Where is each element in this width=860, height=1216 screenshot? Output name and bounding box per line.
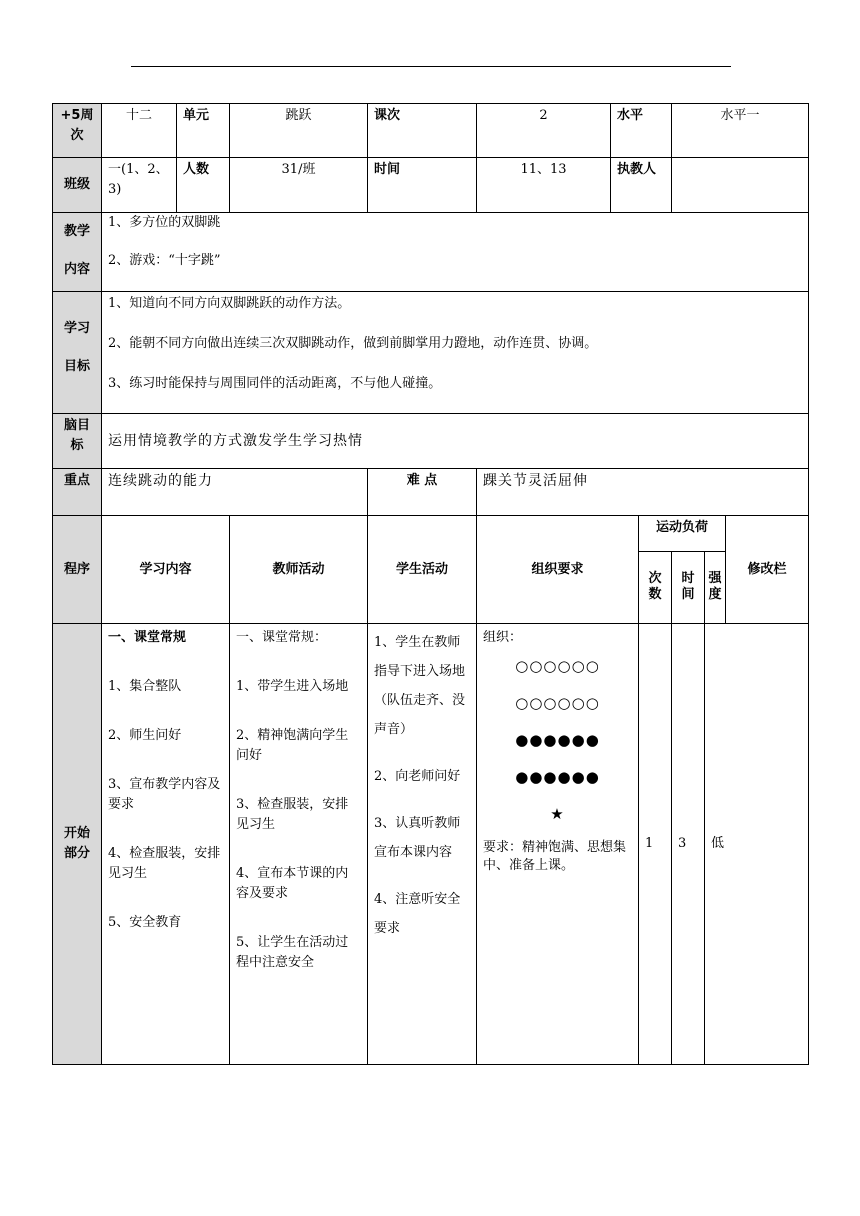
key-row (53, 469, 809, 516)
section-start-row (53, 624, 809, 1065)
teacher-step-3: 3、检查服装，安排见习生 (236, 797, 349, 832)
col-times: 次数 (639, 552, 672, 624)
key-value: 连续跳动的能力 (102, 469, 368, 516)
col-student: 学生活动 (368, 516, 477, 624)
unit-value: 跳跃 (230, 104, 368, 158)
info-row-1 (53, 104, 809, 158)
formation-row-3: ●●●●●● (515, 731, 600, 749)
org-requirement: 要求：精神饱满、思想集中、准备上课。 (483, 840, 627, 873)
class-label: 班级 (53, 158, 102, 213)
goal-item-2: 2、能朝不同方向做出连续三次双脚跳动作，做到前脚掌用力蹬地，动作连贯、协调。 (108, 336, 598, 351)
org-title: 组织： (483, 630, 523, 645)
teacher-step-0: 一、课堂常规： (236, 630, 328, 645)
difficulty-label: 难 点 (368, 469, 477, 516)
section-student (368, 624, 477, 1065)
col-teacher: 教师活动 (230, 516, 368, 624)
load-intensity: 低 (705, 624, 809, 1065)
goal-item-1: 1、知道向不同方向双脚跳跃的动作方法。 (108, 296, 351, 311)
col-intensity: 强度 (705, 552, 726, 624)
teacher-star-icon: ★ (550, 805, 565, 823)
key-label: 重点 (53, 469, 102, 516)
lesson-value: 2 (477, 104, 611, 158)
teacher-label: 执教人 (611, 158, 672, 213)
content-step-1: 1、集合整队 (108, 679, 182, 694)
goals-cell (102, 292, 809, 414)
col-procedure: 程序 (53, 516, 102, 624)
goals-row (53, 292, 809, 414)
student-step-4: 4、注意听安全要求 (374, 892, 461, 936)
student-step-2: 2、向老师问好 (374, 769, 461, 784)
header-rule (131, 66, 731, 67)
difficulty-value: 踝关节灵活屈伸 (477, 469, 809, 516)
lesson-label: 课次 (368, 104, 477, 158)
teacher-value (672, 158, 809, 213)
section-name: 开始部分 (53, 624, 102, 1065)
goal-item-3: 3、练习时能保持与周围同伴的活动距离，不与他人碰撞。 (108, 376, 442, 391)
brain-label: 脑目标 (53, 414, 102, 469)
section-content (102, 624, 230, 1065)
goals-label: 学习目标 (53, 292, 102, 414)
col-org: 组织要求 (477, 516, 639, 624)
content-cell (102, 213, 809, 292)
student-step-1: 1、学生在教师指导下进入场地（队伍走齐、没声音） (374, 635, 466, 737)
week-value: 十二 (102, 104, 177, 158)
formation-row-1: ○○○○○○ (515, 657, 600, 675)
content-label: 教学内容 (53, 213, 102, 292)
teacher-step-5: 5、让学生在活动过程中注意安全 (236, 935, 349, 970)
content-row (53, 213, 809, 292)
count-value: 31/班 (230, 158, 368, 213)
section-teacher (230, 624, 368, 1065)
column-header-row-1 (53, 516, 809, 552)
info-row-2 (53, 158, 809, 213)
load-duration: 3 (672, 624, 705, 1065)
teacher-step-1: 1、带学生进入场地 (236, 679, 349, 694)
lesson-plan-table (52, 103, 809, 1065)
content-step-4: 4、检查服装，安排见习生 (108, 846, 221, 881)
col-content: 学习内容 (102, 516, 230, 624)
col-load: 运动负荷 (639, 516, 726, 552)
formation-row-2: ○○○○○○ (515, 694, 600, 712)
col-revise: 修改栏 (726, 516, 809, 624)
formation-row-4: ●●●●●● (515, 768, 600, 786)
section-org (477, 624, 639, 1065)
week-label: +5周次 (53, 104, 102, 158)
content-item-1: 1、多方位的双脚跳 (108, 215, 221, 230)
formation-diagram (483, 648, 632, 833)
student-step-3: 3、认真听教师宣布本课内容 (374, 816, 461, 860)
brain-value: 运用情境教学的方式激发学生学习热情 (102, 414, 809, 469)
teacher-step-2: 2、精神饱满向学生问好 (236, 728, 349, 763)
content-step-3: 3、宣布教学内容及要求 (108, 777, 221, 812)
teacher-step-4: 4、宣布本节课的内容及要求 (236, 866, 349, 901)
time-value: 11、13 (477, 158, 611, 213)
class-value: 一(1、2、3) (102, 158, 177, 213)
count-label: 人数 (177, 158, 230, 213)
content-title: 一、课堂常规 (108, 630, 187, 645)
content-item-2: 2、游戏：“十字跳” (108, 253, 221, 268)
content-step-5: 5、安全教育 (108, 915, 182, 930)
brain-row (53, 414, 809, 469)
load-times: 1 (639, 624, 672, 1065)
level-label: 水平 (611, 104, 672, 158)
unit-label: 单元 (177, 104, 230, 158)
col-duration: 时间 (672, 552, 705, 624)
content-step-2: 2、师生问好 (108, 728, 182, 743)
level-value: 水平一 (672, 104, 809, 158)
time-label: 时间 (368, 158, 477, 213)
